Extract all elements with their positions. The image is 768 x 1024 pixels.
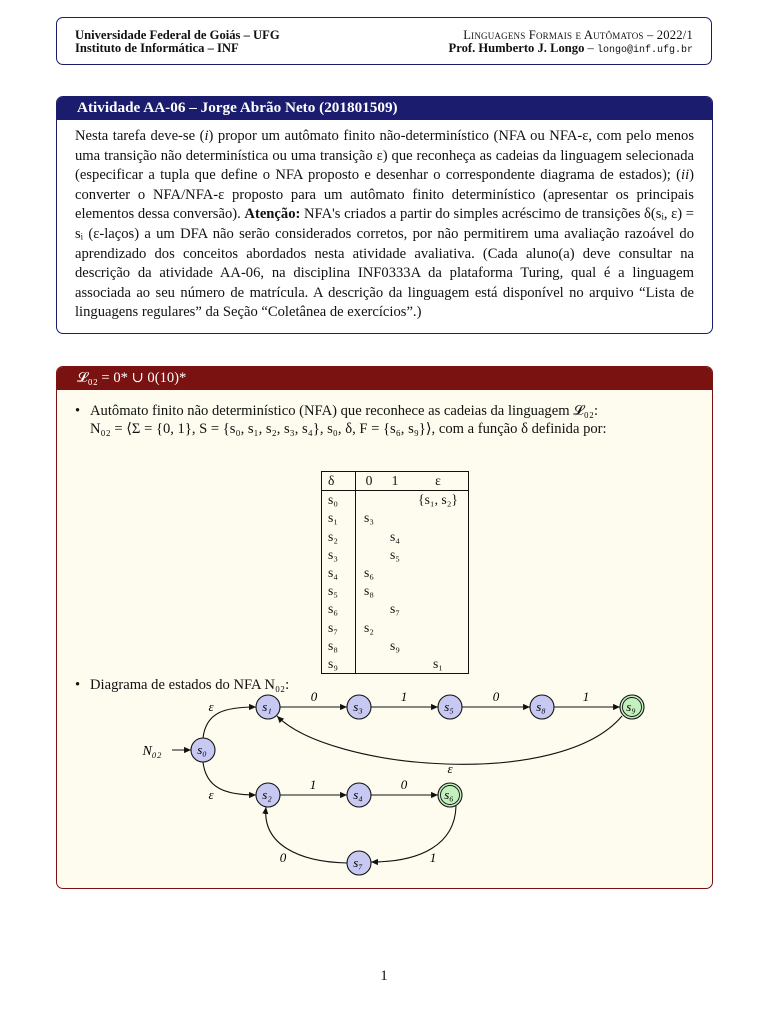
edge-label-s8_s9: 1 [582,689,590,704]
edge-label-s3_s5: 1 [400,689,408,704]
task-text-2: ) propor um autômato finito não-determinístico (NFA ou NFA-ε, com pelo menos uma transição não determinística ou uma transição ε) que reconheça as cadeias da linguagem selecionada (especificar a tupla que define o NFA proposto e desenhar o correspondente diagrama de estados); ( [75,128,695,184]
bullet-dot: • [75,677,81,693]
table-header-0: 0 [356,472,383,491]
state-s7 [347,851,371,875]
row-on-0: s₃ [363,510,375,526]
language-title: 𝓛₀₂ = 0* ∪ 0(10)* [57,367,712,390]
edge-s6_s7 [371,806,456,862]
row-on-epsilon: {s₁, s₂} [418,492,458,508]
row-state: s₉ [322,655,356,674]
nfa-tuple: N₀₂ = ⟨Σ = {0, 1}, S = {s₀, s₁, s₂, s₃, s₄}, s₀, δ, F = {s₆, s₉}⟩, com a função δ definida por: [90,421,607,437]
state-s8 [530,695,554,719]
page-number: 1 [380,968,388,984]
state-label: s₀ [197,742,207,757]
state-label: s₇ [353,855,363,870]
row-on-0: s₂ [363,619,375,635]
state-label: s₅ [444,699,454,714]
edge-label-s6_s7: 1 [429,850,437,865]
state-s6 [438,783,462,807]
state-label: s₆ [444,787,454,802]
edge-s9_s1 [277,716,622,764]
edge-label-s4_s6: 0 [400,777,408,792]
row-state: s₁ [322,509,356,527]
row-state: s₃ [322,546,356,564]
diagram-edges [172,707,622,863]
task-text-1: Nesta tarefa deve-se ( [75,128,205,144]
task-marker-i: i [204,128,209,144]
edge-label-s2_s4: 1 [309,777,317,792]
table-header-delta: δ [322,472,356,491]
row-on-1: s₅ [389,546,401,562]
state-label: s₂ [262,787,272,802]
row-state: s₆ [322,600,356,618]
edge-label-s5_s8: 0 [492,689,500,704]
state-s5 [438,695,462,719]
row-state: s₅ [322,582,356,600]
table-header-1: 1 [382,472,408,491]
row-state: s₇ [322,619,356,637]
row-state: s₀ [322,491,356,510]
diagram-nodes [191,695,644,875]
professor-name: Prof. Humberto J. Longo [448,41,585,55]
row-on-epsilon: s₁ [432,655,444,671]
state-label: s₄ [353,787,363,802]
task-marker-ii: ii [681,167,690,184]
edge-label-s0_s2: ε [208,787,214,802]
state-label: s₈ [536,699,546,714]
state-s9 [620,695,644,719]
diagram-caption: Diagrama de estados do NFA N₀₂: [90,677,290,693]
state-s1 [256,695,280,719]
task-text-3: ) converter o NFA/NFA-ε proposto para um autômato finito determinístico (apresentar os principais elementos dessa conversão). [75,167,694,223]
row-on-0: s₈ [363,583,375,599]
university-name: Universidade Federal de Goiás – UFG [75,28,280,42]
nfa-description: Autômato finito não determinístico (NFA) que reconhece as cadeias da linguagem 𝓛₀₂: [90,403,599,419]
edge-label-s0_s1: ε [208,699,214,714]
task-title: Atividade AA-06 – Jorge Abrão Neto (201801509) [57,97,712,120]
edge-label-s7_s2: 0 [279,850,287,865]
row-state: s₈ [322,637,356,655]
row-on-0: s₆ [363,565,375,581]
state-s2 [256,783,280,807]
state-label: s₉ [626,699,636,714]
edge-label-s9_s1: ε [447,761,453,776]
state-s0 [191,738,215,762]
attention-label: Atenção: [244,206,301,223]
edge-s7_s2 [266,807,347,863]
row-state: s₂ [322,528,356,546]
row-on-1: s₉ [389,637,401,653]
row-on-1: s₇ [389,601,401,617]
edge-label-s1_s3: 0 [310,689,318,704]
row-state: s₄ [322,564,356,582]
state-label: s₁ [262,699,272,714]
institute-name: Instituto de Informática – INF [75,41,239,55]
row-on-1: s₄ [389,528,401,544]
state-s4 [347,783,371,807]
automaton-name: N₀₂ [142,744,162,759]
bullet-dot: • [75,403,81,419]
task-text-4: NFA's criados a partir do simples acréscimo de transições δ(sᵢ, ε) = sᵢ (ε-laços) a um DFA não serão considerados corretos, por não permitirem uma avaliação razoável do aprendizado dos conceitos abordados nesta atividade avaliativa. (Cada aluno(a) deve consultar na descrição da atividade AA-06, na disciplina INF0333A da plataforma Turing, qual é a linguagem associada ao seu número de matrícula. A descrição da linguagem está disponível no arquivo “Lista de linguagens regulares” da Seção “Coletânea de exercícios”.) [75,206,695,321]
state-s3 [347,695,371,719]
professor-email: longo@inf.ufg.br [596,45,693,56]
table-header-epsilon: ε [408,472,469,491]
state-label: s₃ [353,699,363,714]
course-name: Linguagens Formais e Autômatos – 2022/1 [463,28,693,42]
professor-separator: – [584,41,597,55]
